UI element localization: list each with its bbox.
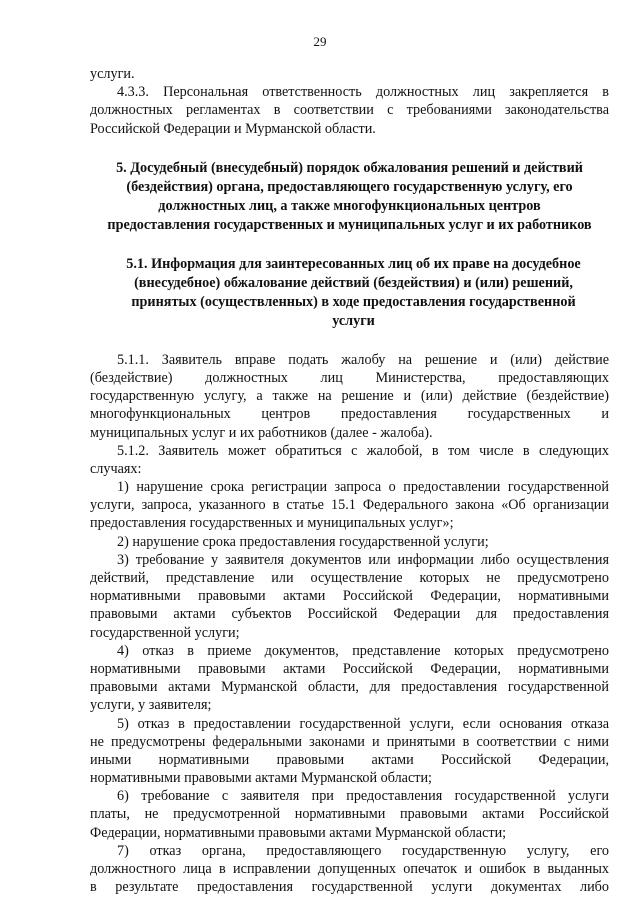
text-line: нормативными правовыми актами Мурманской области;: [90, 770, 433, 787]
text-line: правовыми актами субъектов Российской Федерации для предоставления: [90, 606, 609, 623]
heading-line: услуги: [332, 312, 375, 329]
text-line: многофункциональных центров предоставления государственных и: [90, 406, 609, 423]
intro-paragraph: [90, 65, 609, 138]
text-line: муниципальных услуг и их работников (далее - жалоба).: [90, 424, 433, 441]
page-content: [90, 65, 609, 896]
text-line: 3) требование у заявителя документов или информации либо осуществления: [117, 551, 609, 568]
text-line: государственной услуги;: [90, 624, 240, 641]
text-line: правовыми актами Мурманской области, для предоставления государственной: [90, 679, 609, 696]
text-line: должностных регламентах в соответствии с требованиями законодательства: [90, 102, 609, 119]
text-line: действий, представление или осуществление которых не предусмотрено: [90, 570, 609, 586]
text-line: 4) отказ в приеме документов, представление которых предусмотрено: [117, 642, 609, 659]
text-line: иными нормативными правовыми актами Российской Федерации,: [90, 751, 609, 768]
heading-line: принятых (осуществленных) в ходе предоставления государственной: [131, 293, 576, 310]
text-line: предоставления государственных и муниципальных услуг»;: [90, 515, 454, 532]
heading-line: 5. Досудебный (внесудебный) порядок обжалования решений и действий: [116, 159, 583, 176]
heading-line: 5.1. Информация для заинтересованных лиц об их праве на досудебное: [126, 255, 581, 272]
page-number: 29: [313, 34, 327, 49]
heading-line: (внесудебное) обжалование действий (бездействия) и (или) решений,: [134, 274, 573, 291]
text-line: государственную услугу, а также на решение и (или) действие (бездействие): [90, 388, 609, 405]
text-line: (бездействие) должностных лиц Министерства, предоставляющих: [90, 369, 609, 386]
text-line: платы, не предусмотренной нормативными правовыми актами Российской: [90, 806, 609, 823]
text-line: услуги.: [90, 66, 135, 82]
section-5-heading: [90, 159, 609, 235]
text-line: в результате предоставления государственной услуги документах либо: [90, 879, 609, 896]
heading-line: предоставления государственных и муниципальных услуг и их работников: [107, 216, 592, 233]
text-line: нормативными правовыми актами Российской Федерации, нормативными: [90, 660, 609, 677]
heading-line: должностных лиц, а также многофункциональных центров: [158, 197, 541, 214]
text-line: 6) требование с заявителя при предоставления государственной услуги: [117, 788, 609, 805]
text-line: 1) нарушение срока регистрации запроса о предоставлении государственной: [117, 479, 609, 496]
text-line: 7) отказ органа, предоставляющего государственную услугу, его: [117, 842, 609, 859]
text-line: 4.3.3. Персональная ответственность должностных лиц закрепляется в: [117, 84, 609, 101]
text-line: 2) нарушение срока предоставления государственной услуги;: [117, 533, 489, 550]
text-line: 5.1.2. Заявитель может обратиться с жалобой, в том числе в следующих: [117, 442, 609, 459]
text-line: нормативными правовыми актами Российской Федерации, нормативными: [90, 588, 609, 605]
body-text: [90, 351, 609, 897]
section-5-1-heading: [90, 255, 609, 331]
text-line: не предусмотрены федеральными законами и принятыми в соответствии с ними: [90, 733, 609, 750]
text-line: Российской Федерации и Мурманской области.: [90, 120, 376, 137]
text-line: услуги, у заявителя;: [90, 697, 212, 714]
text-line: случаях:: [90, 460, 142, 477]
heading-line: (бездействия) органа, предоставляющего государственную услугу, его: [126, 178, 573, 195]
text-line: услуги, запроса, указанного в статье 15.1 Федерального закона «Об организации: [90, 497, 609, 514]
text-line: 5) отказ в предоставлении государственной услуги, если основания отказа: [117, 715, 609, 732]
text-line: 5.1.1. Заявитель вправе подать жалобу на решение и (или) действие: [117, 351, 609, 368]
text-line: Федерации, нормативными правовыми актами Мурманской области;: [90, 824, 507, 841]
text-line: должностного лица в исправлении допущенных опечаток и ошибок в выданных: [90, 861, 609, 877]
